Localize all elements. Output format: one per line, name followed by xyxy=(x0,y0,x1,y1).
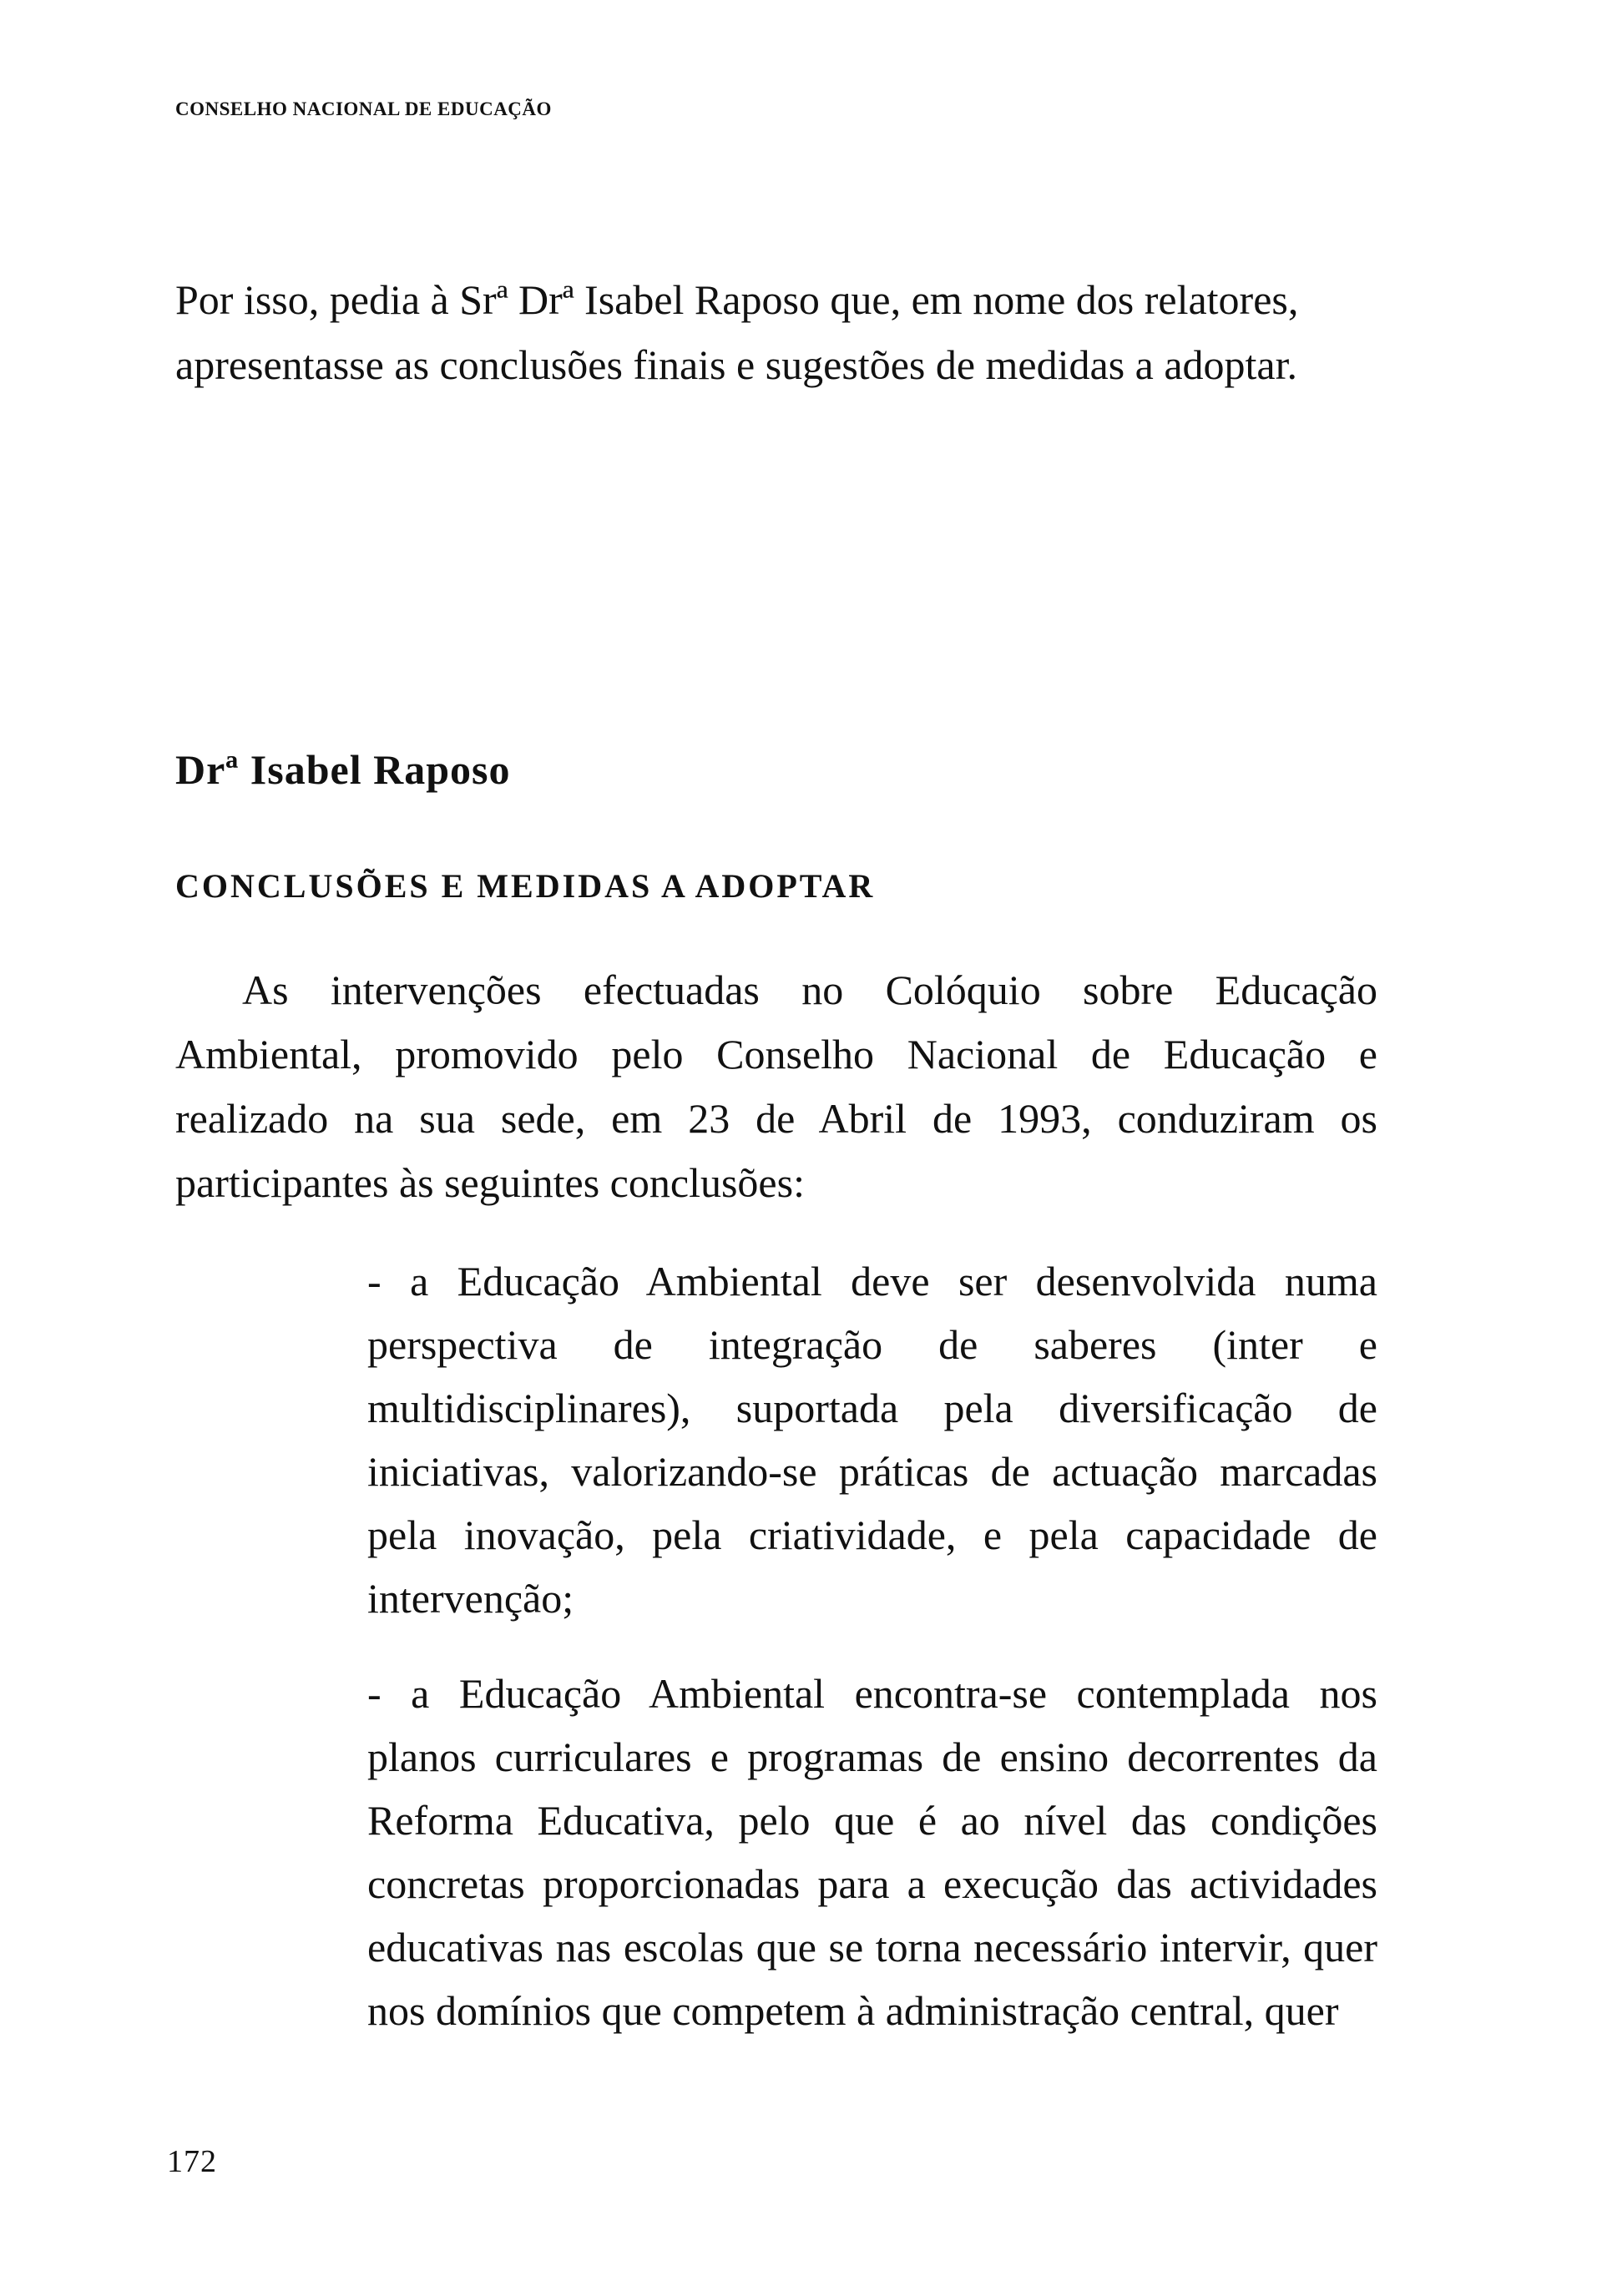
conclusions-list xyxy=(367,1249,1377,2074)
page-number: 172 xyxy=(167,2144,217,2179)
list-item: - a Educação Ambiental encontra-se contemplada nos planos curriculares e programas de ensino decorrentes da Reforma Educativa, pelo que é ao nível das condições concretas proporcionadas para a execução das actividades educativas nas escolas que se torna necessário intervir, quer nos domínios que competem à administração central, quer xyxy=(367,1670,1377,2034)
body-paragraph xyxy=(175,958,1377,1215)
intro-paragraph: Por isso, pedia à Srª Drª Isabel Raposo que, em nome dos relatores, apresentasse as conclusões finais e sugestões de medidas a adoptar. xyxy=(175,276,1299,388)
running-header: CONSELHO NACIONAL DE EDUCAÇÃO xyxy=(175,98,552,119)
list-item: - a Educação Ambiental deve ser desenvolvida numa perspectiva de integração de saberes (inter e multidisciplinares), suportada pela diversificação de iniciativas, valorizando-se práticas de actuação marcadas pela inovação, pela criatividade, e pela capacidade de intervenção; xyxy=(367,1258,1377,1622)
body-paragraph-text: As intervenções efectuadas no Colóquio sobre Educação Ambiental, promovido pelo Conselho Nacional de Educação e realizado na sua sede, em 23 de Abril de 1993, conduziram os participantes às seguintes conclusões: xyxy=(175,966,1377,1206)
section-title: CONCLUSÕES E MEDIDAS A ADOPTAR xyxy=(175,867,876,905)
speaker-heading: Drª Isabel Raposo xyxy=(175,746,511,793)
